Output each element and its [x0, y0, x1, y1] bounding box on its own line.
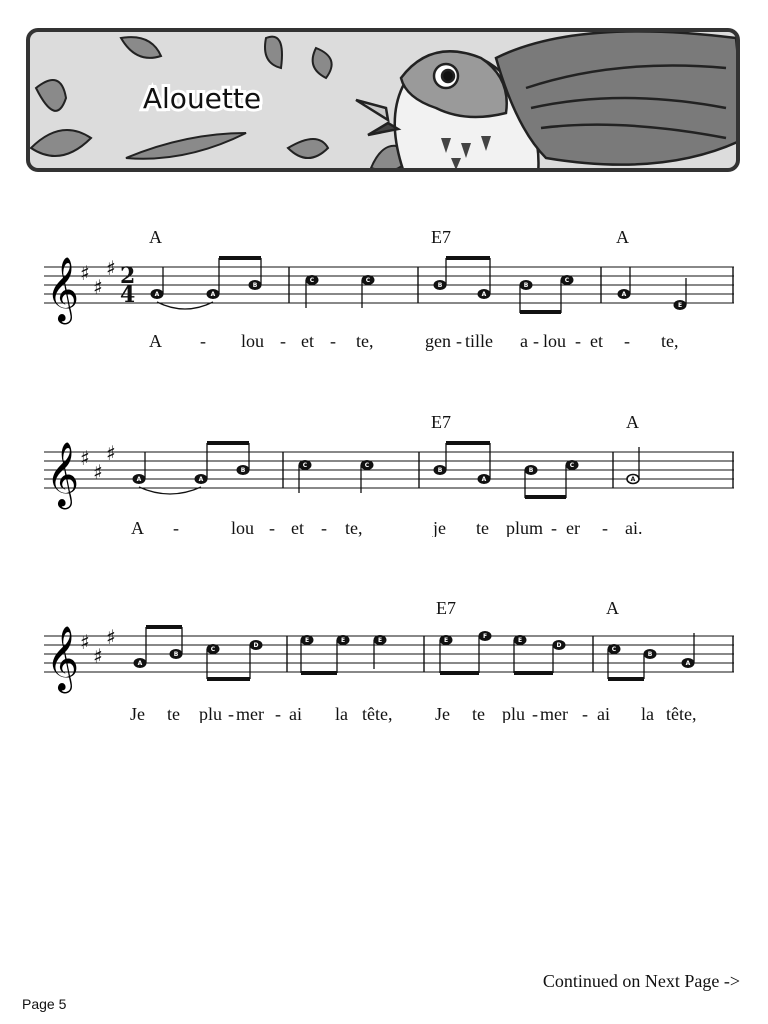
chord-symbols — [431, 412, 639, 432]
svg-text:B: B — [647, 651, 653, 658]
svg-text:A: A — [198, 476, 204, 483]
svg-text:ai.: ai. — [625, 518, 643, 537]
treble-clef-icon: 𝄞 — [46, 442, 80, 507]
page-number: Page 5 — [22, 996, 67, 1012]
lyrics-line-2 — [131, 518, 643, 537]
svg-text:-: - — [456, 331, 462, 351]
svg-text:je: je — [433, 518, 446, 537]
svg-text:♯: ♯ — [93, 644, 103, 668]
svg-text:B: B — [437, 282, 443, 289]
svg-text:A: A — [210, 291, 216, 298]
svg-text:♯: ♯ — [106, 441, 116, 465]
svg-text:E: E — [304, 637, 310, 644]
svg-text:E: E — [677, 302, 683, 309]
staff-lines — [44, 636, 734, 672]
svg-text:te: te — [476, 518, 489, 537]
svg-text:tête,: tête, — [666, 704, 697, 723]
svg-text:♯: ♯ — [80, 630, 90, 654]
svg-text:et: et — [301, 331, 314, 351]
svg-text:er: er — [566, 518, 580, 537]
svg-text:-: - — [582, 704, 588, 723]
lyrics-line-3 — [130, 704, 696, 723]
svg-text:C: C — [564, 277, 570, 284]
svg-text:A: A — [149, 331, 162, 351]
svg-text:-: - — [173, 518, 179, 537]
svg-text:4: 4 — [120, 282, 136, 308]
svg-text:-: - — [575, 331, 581, 351]
svg-text:te,: te, — [345, 518, 363, 537]
svg-text:-: - — [269, 518, 275, 537]
svg-text:-: - — [280, 331, 286, 351]
staff-system-2 — [0, 407, 768, 537]
svg-text:C: C — [210, 646, 216, 653]
svg-text:la: la — [641, 704, 654, 723]
svg-text:C: C — [302, 462, 308, 469]
svg-text:tête,: tête, — [362, 704, 393, 723]
svg-text:B: B — [523, 282, 529, 289]
svg-text:-: - — [624, 331, 630, 351]
key-signature — [80, 441, 116, 484]
svg-text:B: B — [173, 651, 179, 658]
svg-text:te: te — [167, 704, 180, 723]
svg-text:-: - — [533, 331, 539, 351]
svg-text:-: - — [551, 518, 557, 537]
svg-text:A: A — [137, 660, 143, 667]
svg-text:A: A — [136, 476, 142, 483]
svg-text:A: A — [685, 660, 691, 667]
svg-text:mer: mer — [236, 704, 264, 723]
svg-text:A: A — [481, 291, 487, 298]
svg-text:lou: lou — [543, 331, 567, 351]
svg-text:te: te — [472, 704, 485, 723]
svg-text:C: C — [365, 277, 371, 284]
svg-text:♯: ♯ — [93, 460, 103, 484]
chord-symbols — [149, 227, 629, 247]
svg-text:A: A — [621, 291, 627, 298]
svg-text:-: - — [602, 518, 608, 537]
song-title: Alouette — [142, 82, 262, 115]
svg-text:-: - — [532, 704, 538, 723]
svg-text:♯: ♯ — [93, 275, 103, 299]
svg-text:Je: Je — [435, 704, 450, 723]
svg-text:♯: ♯ — [80, 446, 90, 470]
chord-a: A — [616, 227, 629, 247]
svg-text:lou: lou — [231, 518, 255, 537]
svg-text:te,: te, — [661, 331, 679, 351]
svg-text:C: C — [309, 277, 315, 284]
svg-text:F: F — [482, 633, 488, 640]
svg-text:B: B — [528, 467, 534, 474]
svg-text:et: et — [590, 331, 603, 351]
svg-text:E: E — [377, 637, 383, 644]
chord-a: A — [626, 412, 639, 432]
svg-text:A: A — [154, 291, 160, 298]
svg-text:-: - — [200, 331, 206, 351]
chord-a: A — [149, 227, 162, 247]
lyrics-line-1 — [149, 331, 679, 351]
svg-text:-: - — [330, 331, 336, 351]
svg-text:C: C — [364, 462, 370, 469]
svg-text:B: B — [252, 282, 258, 289]
svg-text:♯: ♯ — [106, 625, 116, 649]
treble-clef-icon: 𝄞 — [46, 257, 80, 322]
svg-text:Je: Je — [130, 704, 145, 723]
svg-text:♯: ♯ — [106, 256, 116, 280]
svg-text:la: la — [335, 704, 348, 723]
svg-text:E: E — [340, 637, 346, 644]
notes — [134, 625, 694, 681]
chord-symbols — [436, 598, 619, 618]
svg-text:E: E — [517, 637, 523, 644]
chord-e7: E7 — [431, 412, 451, 432]
chord-e7: E7 — [431, 227, 451, 247]
time-signature — [120, 263, 135, 308]
svg-text:gen: gen — [425, 331, 451, 351]
key-signature — [80, 256, 116, 299]
svg-text:plum: plum — [506, 518, 544, 537]
continued-note: Continued on Next Page -> — [542, 971, 740, 991]
svg-text:ai: ai — [289, 704, 302, 723]
svg-text:ai: ai — [597, 704, 610, 723]
note-letters — [137, 462, 636, 483]
svg-text:C: C — [611, 646, 617, 653]
staff-system-3 — [0, 593, 768, 723]
title-banner — [26, 28, 740, 172]
svg-text:D: D — [253, 642, 259, 649]
svg-text:plu: plu — [502, 704, 526, 723]
svg-text:A: A — [630, 476, 636, 483]
svg-text:A: A — [131, 518, 144, 537]
svg-text:tille: tille — [465, 331, 493, 351]
svg-text:B: B — [437, 467, 443, 474]
treble-clef-icon: 𝄞 — [46, 626, 80, 691]
svg-text:et: et — [291, 518, 304, 537]
svg-text:-: - — [275, 704, 281, 723]
staff-system-1 — [0, 222, 768, 352]
svg-text:-: - — [228, 704, 234, 723]
chord-e7: E7 — [436, 598, 456, 618]
key-signature — [80, 625, 116, 668]
svg-text:D: D — [556, 642, 562, 649]
svg-text:E: E — [443, 637, 449, 644]
svg-text:-: - — [321, 518, 327, 537]
svg-text:A: A — [481, 476, 487, 483]
svg-text:lou: lou — [241, 331, 265, 351]
banner-illustration — [26, 28, 740, 172]
svg-text:B: B — [240, 467, 246, 474]
svg-text:2: 2 — [120, 263, 136, 289]
chord-a: A — [606, 598, 619, 618]
svg-text:plu: plu — [199, 704, 223, 723]
svg-text:mer: mer — [540, 704, 568, 723]
svg-text:te,: te, — [356, 331, 374, 351]
svg-text:♯: ♯ — [80, 261, 90, 285]
svg-text:a: a — [520, 331, 528, 351]
svg-text:C: C — [569, 462, 575, 469]
